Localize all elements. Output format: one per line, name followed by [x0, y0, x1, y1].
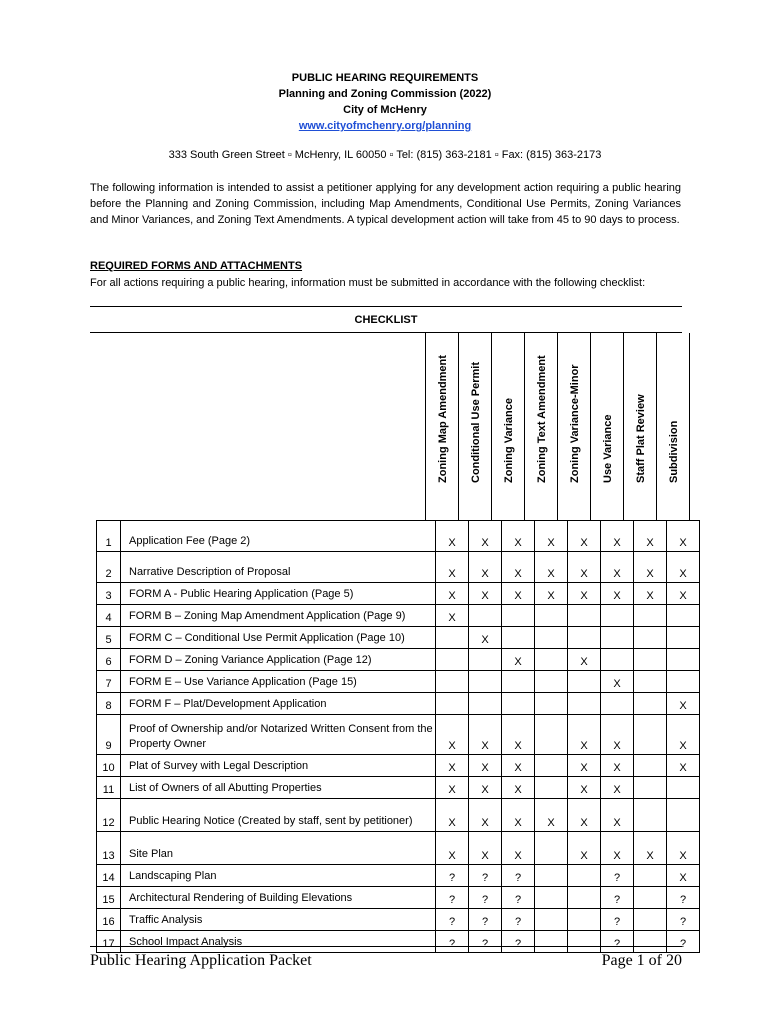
- requirement-mark: ?: [502, 931, 535, 953]
- table-row: [97, 552, 700, 583]
- column-header: [491, 333, 525, 521]
- row-description: FORM F – Plat/Development Application: [121, 693, 436, 715]
- row-number: 9: [97, 715, 121, 755]
- requirement-mark: [535, 755, 568, 777]
- row-number: 15: [97, 887, 121, 909]
- row-number: 4: [97, 605, 121, 627]
- column-header-label: Use Variance: [601, 414, 614, 483]
- row-description: FORM B – Zoning Map Amendment Application (Page 9): [121, 605, 436, 627]
- row-number: 12: [97, 799, 121, 832]
- requirement-mark: ?: [436, 887, 469, 909]
- requirement-mark: [634, 887, 667, 909]
- requirement-mark: [667, 671, 700, 693]
- table-row: [97, 755, 700, 777]
- requirement-mark: X: [469, 583, 502, 605]
- requirement-mark: X: [502, 755, 535, 777]
- column-header-label: Zoning Variance-Minor: [568, 364, 581, 483]
- row-number: 1: [97, 521, 121, 552]
- column-header-label: Conditional Use Permit: [469, 361, 482, 483]
- table-row: [97, 832, 700, 865]
- requirement-mark: [601, 649, 634, 671]
- requirement-mark: X: [667, 755, 700, 777]
- requirement-mark: ?: [601, 931, 634, 953]
- requirement-mark: [568, 909, 601, 931]
- row-number: 2: [97, 552, 121, 583]
- requirement-mark: X: [667, 552, 700, 583]
- table-row: [97, 521, 700, 552]
- row-number: 10: [97, 755, 121, 777]
- row-description: FORM A - Public Hearing Application (Page 5): [121, 583, 436, 605]
- requirement-mark: ?: [469, 909, 502, 931]
- row-number: 13: [97, 832, 121, 865]
- requirement-mark: X: [502, 715, 535, 755]
- requirement-mark: [535, 832, 568, 865]
- requirement-mark: [568, 865, 601, 887]
- requirement-mark: X: [502, 521, 535, 552]
- requirement-mark: X: [436, 605, 469, 627]
- column-header: [590, 333, 624, 521]
- requirement-mark: [436, 649, 469, 671]
- requirement-mark: [568, 627, 601, 649]
- requirement-mark: ?: [469, 887, 502, 909]
- requirement-mark: X: [601, 552, 634, 583]
- requirement-mark: [502, 605, 535, 627]
- requirement-mark: [634, 931, 667, 953]
- requirement-mark: X: [436, 552, 469, 583]
- row-description: Narrative Description of Proposal: [121, 552, 436, 583]
- requirement-mark: [469, 605, 502, 627]
- column-header: [458, 333, 492, 521]
- requirement-mark: [667, 777, 700, 799]
- table-row: [97, 649, 700, 671]
- requirement-mark: X: [502, 552, 535, 583]
- requirement-mark: [469, 693, 502, 715]
- row-description: FORM E – Use Variance Application (Page 15): [121, 671, 436, 693]
- row-description: Traffic Analysis: [121, 909, 436, 931]
- row-number: 5: [97, 627, 121, 649]
- requirement-mark: ?: [667, 909, 700, 931]
- requirement-mark: X: [502, 649, 535, 671]
- requirement-mark: X: [469, 521, 502, 552]
- row-number: 7: [97, 671, 121, 693]
- requirement-mark: ?: [436, 865, 469, 887]
- requirement-mark: [634, 865, 667, 887]
- doc-subtitle: Planning and Zoning Commission (2022): [278, 88, 492, 100]
- requirement-mark: X: [535, 583, 568, 605]
- checklist-table: [96, 520, 700, 953]
- requirement-mark: X: [568, 552, 601, 583]
- requirement-mark: X: [568, 832, 601, 865]
- requirement-mark: X: [568, 583, 601, 605]
- requirement-mark: X: [436, 755, 469, 777]
- requirement-mark: [601, 693, 634, 715]
- column-border: [689, 333, 690, 521]
- table-row: [97, 583, 700, 605]
- requirement-mark: [634, 693, 667, 715]
- row-description: Proof of Ownership and/or Notarized Written Consent from the Property Owner: [121, 715, 436, 755]
- intro-paragraph: The following information is intended to assist a petitioner applying for any development action requiring a public hearing before the Planning and Zoning Commission, including Map Amendments, Conditional Use Permits, Zoning Variances and Minor Variances, and Zoning Text Amendments. A typical development action will take from 45 to 90 days to process.: [90, 182, 681, 226]
- column-header: [425, 333, 459, 521]
- row-description: Plat of Survey with Legal Description: [121, 755, 436, 777]
- requirement-mark: X: [436, 777, 469, 799]
- requirement-mark: X: [601, 755, 634, 777]
- requirement-mark: [601, 627, 634, 649]
- column-header-label: Zoning Variance: [502, 398, 515, 483]
- requirement-mark: [601, 605, 634, 627]
- requirement-mark: X: [667, 715, 700, 755]
- requirement-mark: [568, 605, 601, 627]
- requirement-mark: ?: [436, 909, 469, 931]
- address-line: 333 South Green Street ▫ McHenry, IL 60050 ▫ Tel: (815) 363-2181 ▫ Fax: (815) 363-2173: [168, 149, 602, 161]
- requirement-mark: [568, 693, 601, 715]
- requirement-mark: X: [568, 777, 601, 799]
- requirement-mark: [535, 627, 568, 649]
- table-row: [97, 865, 700, 887]
- column-header-label: Staff Plat Review: [634, 394, 647, 483]
- requirement-mark: X: [535, 799, 568, 832]
- row-description: School Impact Analysis: [121, 931, 436, 953]
- requirement-mark: [502, 671, 535, 693]
- requirement-mark: X: [436, 521, 469, 552]
- row-description: Landscaping Plan: [121, 865, 436, 887]
- requirement-mark: X: [601, 832, 634, 865]
- requirement-mark: X: [667, 832, 700, 865]
- requirement-mark: X: [601, 715, 634, 755]
- requirement-mark: [469, 671, 502, 693]
- table-row: [97, 909, 700, 931]
- requirement-mark: [634, 799, 667, 832]
- requirement-mark: X: [469, 799, 502, 832]
- requirement-mark: ?: [667, 931, 700, 953]
- requirement-mark: X: [502, 777, 535, 799]
- requirement-mark: ?: [601, 909, 634, 931]
- requirement-mark: X: [601, 671, 634, 693]
- requirement-mark: X: [667, 583, 700, 605]
- requirement-mark: [634, 715, 667, 755]
- requirement-mark: X: [634, 832, 667, 865]
- requirement-mark: [502, 693, 535, 715]
- row-number: 17: [97, 931, 121, 953]
- column-header: [557, 333, 591, 521]
- page-number: Page 1 of 20: [601, 952, 682, 969]
- required-forms-text: For all actions requiring a public hearing, information must be submitted in accordance with the following checklist:: [90, 277, 646, 289]
- footer-divider: [90, 946, 682, 947]
- requirement-mark: X: [568, 521, 601, 552]
- row-description: List of Owners of all Abutting Properties: [121, 777, 436, 799]
- requirement-mark: [634, 671, 667, 693]
- requirement-mark: X: [502, 832, 535, 865]
- requirement-mark: X: [634, 583, 667, 605]
- requirement-mark: X: [436, 715, 469, 755]
- requirement-mark: [634, 605, 667, 627]
- requirement-mark: X: [601, 583, 634, 605]
- requirement-mark: ?: [502, 909, 535, 931]
- requirement-mark: X: [469, 777, 502, 799]
- requirement-mark: [436, 693, 469, 715]
- table-row: [97, 627, 700, 649]
- row-number: 14: [97, 865, 121, 887]
- requirement-mark: [634, 777, 667, 799]
- table-row: [97, 931, 700, 953]
- requirement-mark: X: [667, 521, 700, 552]
- requirement-mark: [634, 755, 667, 777]
- requirement-mark: X: [436, 583, 469, 605]
- requirement-mark: [469, 649, 502, 671]
- requirement-mark: X: [535, 521, 568, 552]
- requirement-mark: ?: [601, 865, 634, 887]
- requirement-mark: ?: [601, 887, 634, 909]
- row-number: 11: [97, 777, 121, 799]
- requirement-mark: [568, 671, 601, 693]
- requirement-mark: [667, 605, 700, 627]
- row-description: Public Hearing Notice (Created by staff, sent by petitioner): [121, 799, 436, 832]
- requirement-mark: ?: [436, 931, 469, 953]
- table-row: [97, 777, 700, 799]
- requirement-mark: [667, 627, 700, 649]
- requirement-mark: X: [601, 777, 634, 799]
- requirement-mark: [535, 715, 568, 755]
- table-row: [97, 799, 700, 832]
- table-row: [97, 671, 700, 693]
- website-line: [90, 118, 680, 134]
- requirement-mark: [535, 649, 568, 671]
- table-row: [97, 693, 700, 715]
- requirement-mark: X: [634, 552, 667, 583]
- requirement-mark: [634, 909, 667, 931]
- requirement-mark: X: [502, 583, 535, 605]
- requirement-mark: ?: [469, 865, 502, 887]
- checklist-title: CHECKLIST: [354, 314, 418, 326]
- requirement-mark: X: [502, 799, 535, 832]
- requirement-mark: X: [667, 693, 700, 715]
- column-header-label: Zoning Map Amendment: [436, 355, 449, 483]
- requirement-mark: [535, 887, 568, 909]
- requirement-mark: ?: [502, 887, 535, 909]
- row-number: 6: [97, 649, 121, 671]
- requirement-mark: ?: [469, 931, 502, 953]
- table-row: [97, 715, 700, 755]
- requirement-mark: X: [568, 715, 601, 755]
- row-description: FORM C – Conditional Use Permit Application (Page 10): [121, 627, 436, 649]
- requirement-mark: X: [469, 627, 502, 649]
- required-forms-heading: REQUIRED FORMS AND ATTACHMENTS: [90, 260, 303, 272]
- divider: [90, 306, 682, 307]
- city-name: City of McHenry: [343, 104, 427, 116]
- requirement-mark: ?: [502, 865, 535, 887]
- website-link[interactable]: www.cityofmchenry.org/planning: [298, 120, 472, 132]
- requirement-mark: [634, 627, 667, 649]
- row-number: 16: [97, 909, 121, 931]
- requirement-mark: [502, 627, 535, 649]
- row-description: Site Plan: [121, 832, 436, 865]
- requirement-mark: X: [568, 799, 601, 832]
- table-row: [97, 887, 700, 909]
- requirement-mark: [535, 671, 568, 693]
- requirement-mark: X: [634, 521, 667, 552]
- requirement-mark: [568, 887, 601, 909]
- doc-title: PUBLIC HEARING REQUIREMENTS: [291, 72, 479, 84]
- requirement-mark: [667, 799, 700, 832]
- requirement-mark: [667, 649, 700, 671]
- row-description: FORM D – Zoning Variance Application (Page 12): [121, 649, 436, 671]
- requirement-mark: [535, 865, 568, 887]
- requirement-mark: [535, 693, 568, 715]
- column-header: [623, 333, 657, 521]
- requirement-mark: [436, 671, 469, 693]
- requirement-mark: X: [568, 649, 601, 671]
- requirement-mark: X: [568, 755, 601, 777]
- requirement-mark: [535, 605, 568, 627]
- requirement-mark: X: [436, 832, 469, 865]
- requirement-mark: [568, 931, 601, 953]
- requirement-mark: X: [469, 755, 502, 777]
- requirement-mark: [436, 627, 469, 649]
- row-number: 3: [97, 583, 121, 605]
- requirement-mark: X: [469, 552, 502, 583]
- row-description: Application Fee (Page 2): [121, 521, 436, 552]
- column-header: [656, 333, 690, 521]
- row-number: 8: [97, 693, 121, 715]
- column-header-label: Subdivision: [667, 420, 680, 483]
- requirement-mark: [634, 649, 667, 671]
- requirement-mark: [535, 909, 568, 931]
- row-description: Architectural Rendering of Building Elevations: [121, 887, 436, 909]
- requirement-mark: X: [436, 799, 469, 832]
- requirement-mark: [535, 931, 568, 953]
- footer-title: Public Hearing Application Packet: [90, 952, 312, 969]
- requirement-mark: X: [469, 832, 502, 865]
- column-header-label: Zoning Text Amendment: [535, 355, 548, 483]
- requirement-mark: [535, 777, 568, 799]
- column-header: [524, 333, 558, 521]
- requirement-mark: X: [667, 865, 700, 887]
- requirement-mark: ?: [667, 887, 700, 909]
- requirement-mark: X: [469, 715, 502, 755]
- requirement-mark: X: [535, 552, 568, 583]
- requirement-mark: X: [601, 799, 634, 832]
- table-row: [97, 605, 700, 627]
- requirement-mark: X: [601, 521, 634, 552]
